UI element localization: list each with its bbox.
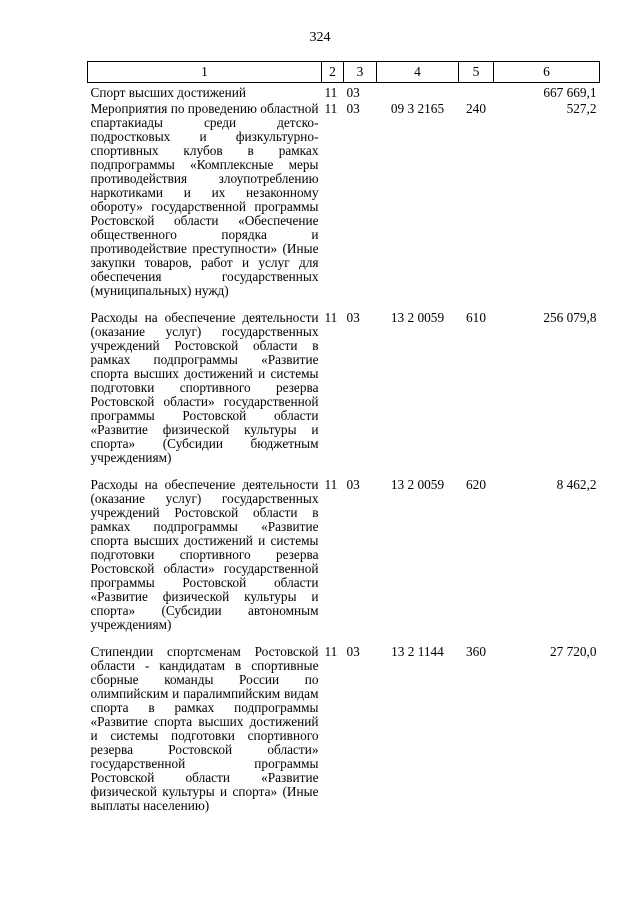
row-name: Мероприятия по проведению областной спартакиады среди детско-подростковых и физкультурно-спортивных клубов в рамках подпрограммы «Комплексные меры противодействия злоупотреблению наркотиками и их незаконному обороту» государственной программы Ростовской области «Обеспечение общественного порядка и противодействие преступности» (Иные закупки товаров, работ и услуг для обеспечения государственных (муниципальных) нужд) (90, 101, 319, 298)
row-subsection: 03 (346, 477, 360, 492)
col-header-amount: 6 (494, 62, 600, 83)
row-amount: 667 669,1 (543, 85, 597, 100)
row-target-article: 13 2 0059 (390, 310, 445, 325)
page-number: 324 (309, 30, 331, 45)
table-row (88, 465, 600, 632)
row-amount: 527,2 (566, 101, 597, 116)
row-amount: 8 462,2 (556, 477, 597, 492)
table-row (88, 632, 600, 813)
row-name: Расходы на обеспечение деятельности (оказание услуг) государственных учреждений Ростовской области в рамках подпрограммы «Развитие спорта высших достижений и системы подготовки спортивного резерва Ростовской области» государственной программы Ростовской области «Развитие физической культуры и спорта» (Субсидии бюджетным учреждениям) (90, 310, 319, 465)
row-section: 11 (324, 101, 338, 116)
row-subsection: 03 (346, 101, 360, 116)
col-header-subsection: 3 (344, 62, 377, 83)
row-expense-type: 360 (466, 644, 486, 659)
row-target-article: 13 2 1144 (391, 644, 444, 659)
row-expense-type (459, 83, 494, 101)
table-row (88, 100, 600, 298)
row-subsection: 03 (346, 85, 360, 100)
row-section: 11 (324, 310, 338, 325)
row-target-article: 13 2 0059 (390, 477, 445, 492)
row-expense-type: 620 (466, 477, 486, 492)
row-subsection: 03 (346, 310, 360, 325)
table-row (88, 83, 600, 101)
row-section: 11 (324, 477, 338, 492)
table-header-row (88, 62, 600, 83)
row-amount: 27 720,0 (549, 644, 597, 659)
table-row (88, 298, 600, 465)
row-section: 11 (324, 644, 338, 659)
row-section: 11 (324, 85, 338, 100)
row-name: Расходы на обеспечение деятельности (оказание услуг) государственных учреждений Ростовской области в рамках подпрограммы «Развитие спорта высших достижений и системы подготовки спортивного резерва Ростовской области» государственной программы Ростовской области «Развитие физической культуры и спорта» (Субсидии автономным учреждениям) (90, 477, 319, 632)
row-target-article: 09 3 2165 (390, 101, 445, 116)
col-header-name: 1 (88, 62, 322, 83)
row-name: Спорт высших достижений (90, 85, 247, 100)
row-name: Стипендии спортсменам Ростовской области - кандидатам в спортивные сборные команды России по олимпийским и паралимпийским видам спорта в рамках подпрограммы «Развитие спорта высших достижений и системы подготовки спортивного резерва Ростовской области» государственной программы Ростовской области «Развитие физической культуры и спорта» (Иные выплаты населению) (90, 644, 319, 813)
row-subsection: 03 (346, 644, 360, 659)
col-header-target-article: 4 (377, 62, 459, 83)
row-expense-type: 610 (466, 310, 486, 325)
col-header-expense-type: 5 (459, 62, 494, 83)
row-expense-type: 240 (466, 101, 486, 116)
row-target-article (377, 83, 459, 101)
col-header-section: 2 (322, 62, 344, 83)
budget-table (87, 61, 600, 813)
row-amount: 256 079,8 (543, 310, 597, 325)
